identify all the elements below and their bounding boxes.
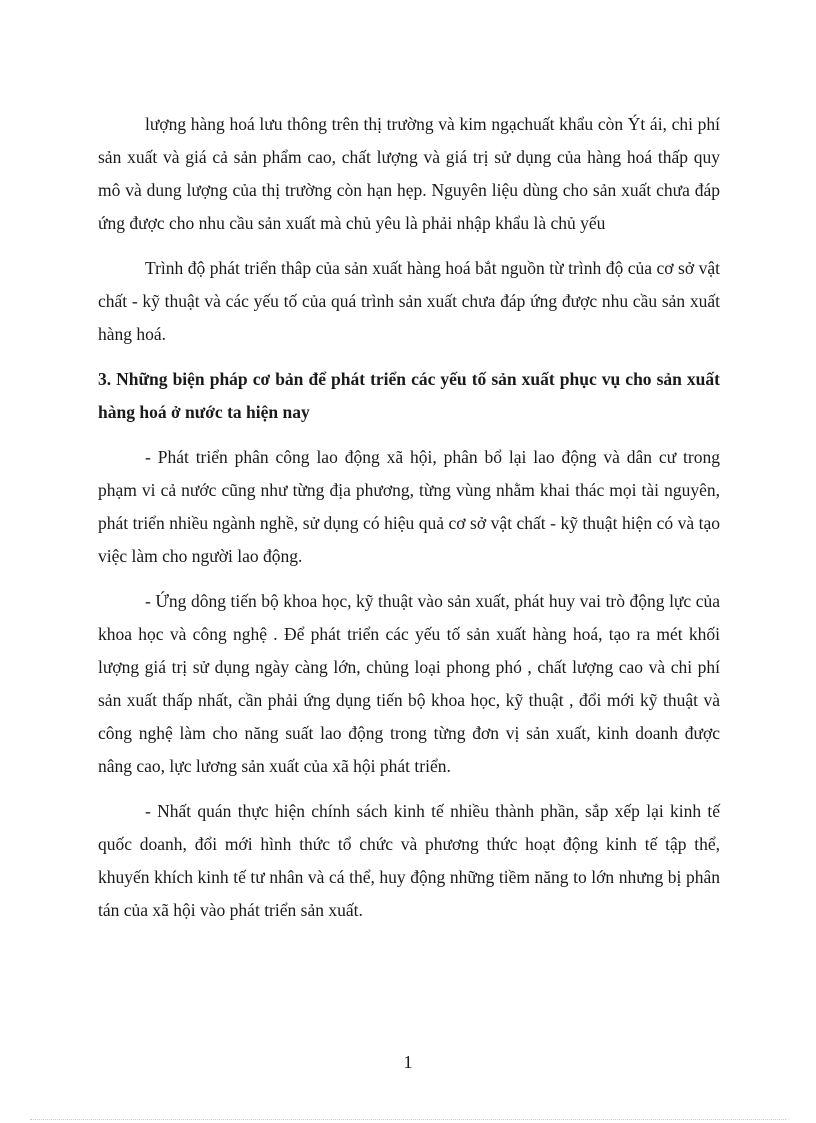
- page-body: [98, 108, 720, 939]
- section-heading: 3. Những biện pháp cơ bản để phát triển các yếu tố sản xuất phục vụ cho sản xuất hàng hoá ở nước ta hiện nay: [98, 369, 720, 422]
- page-number: 1: [403, 1052, 413, 1072]
- paragraph-development-level: Trình độ phát triển thâp của sản xuất hàng hoá bắt nguồn từ trình độ của cơ sở vật chất - kỹ thuật và các yếu tố của quá trình sản xuất chưa đáp ứng được nhu cầu sản xuất hàng hoá.: [98, 258, 720, 344]
- paragraph-labor-division: - Phát triển phân công lao động xã hội, phân bổ lại lao động và dân cư trong phạm vi cả nước cũng như từng địa phương, từng vùng nhằm khai thác mọi tài nguyên, phát triển nhiều ngành nghề, sử dụng có hiệu quả cơ sở vật chất - kỹ thuật hiện có và tạo việc làm cho người lao động.: [98, 447, 720, 566]
- paragraph-science-technology: - Ứng dông tiến bộ khoa học, kỹ thuật vào sản xuất, phát huy vai trò động lực của khoa học và công nghệ . Để phát triển các yếu tố sản xuất hàng hoá, tạo ra mét khối lượng giá trị sử dụng ngày càng lớn, chủng loại phong phó , chất lượng cao và chi phí sản xuất thấp nhất, cần phải ứng dụng tiến bộ khoa học, kỹ thuật , đổi mới kỹ thuật và công nghệ làm cho năng suất lao động trong từng đơn vị sản xuất, kinh doanh được nâng cao, lực lương sản xuất của xã hội phát triển.: [98, 591, 720, 776]
- page-bottom-border: [30, 1119, 786, 1120]
- paragraph-economic-policy: - Nhất quán thực hiện chính sách kinh tế nhiều thành phần, sắp xếp lại kinh tế quốc doanh, đổi mới hình thức tổ chức và phương thức hoạt động kinh tế tập thể, khuyến khích kinh tế tư nhân và cá thể, huy động những tiềm năng to lớn nhưng bị phân tán của xã hội vào phát triển sản xuất.: [98, 801, 720, 920]
- paragraph-trade-conditions: lượng hàng hoá lưu thông trên thị trường và kim ngạchuất khẩu còn Ýt ái, chi phí sản xuất và giá cả sản phẩm cao, chất lượng và giá trị sử dụng của hàng hoá thấp quy mô và dung lượng của thị trường còn hạn hẹp. Nguyên liệu dùng cho sản xuất chưa đáp ứng được cho nhu cầu sản xuất mà chủ yêu là phải nhập khẩu là chủ yếu: [98, 114, 720, 233]
